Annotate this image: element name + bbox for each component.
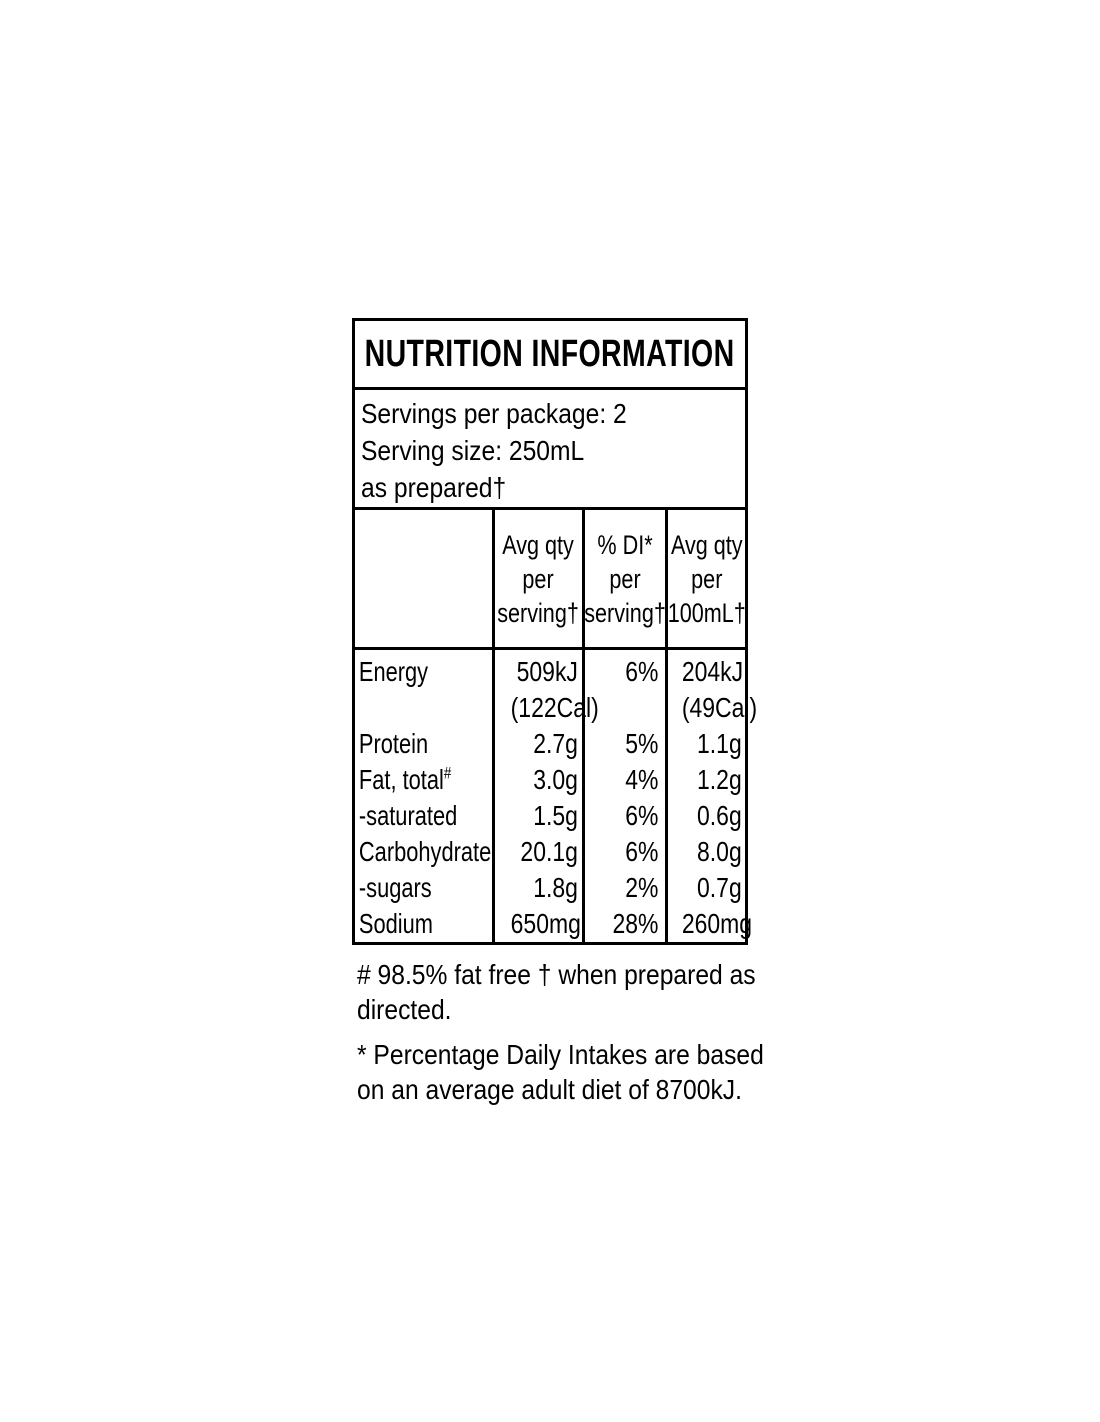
protein-per-100ml: 1.1g [697, 728, 742, 759]
header-line: serving† [497, 597, 580, 628]
daily-intake-footnote: * Percentage Daily Intakes are based on an average adult diet of 8700kJ. [357, 1039, 764, 1105]
nutrient-label-sugars: -sugars [358, 872, 432, 903]
header-avg-qty-per-100ml-cell [665, 510, 745, 647]
sodium-di: 28% [612, 908, 659, 939]
energy-di: 6% [625, 656, 659, 687]
nutrient-label-spacer [355, 690, 462, 726]
carbohydrate-per-serving: 20.1g [520, 836, 578, 867]
energy-per-100ml: 204kJ [681, 656, 744, 687]
fat-free-footnote: # 98.5% fat free † when prepared as directed. [357, 959, 756, 1025]
footnotes [357, 957, 827, 1117]
saturated-per-serving: 1.5g [533, 800, 578, 831]
header-blank-cell [355, 510, 492, 647]
header-line: serving† [584, 597, 666, 628]
header-line: Avg qty [670, 529, 743, 560]
protein-per-serving: 2.7g [533, 728, 578, 759]
nutrient-table-body [355, 650, 758, 942]
saturated-per-100ml: 0.6g [697, 800, 742, 831]
panel-title: NUTRITION INFORMATION [365, 332, 735, 375]
header-line: % DI* [597, 529, 653, 560]
sodium-per-100ml: 260mg [681, 908, 753, 939]
header-line: Avg qty [502, 529, 575, 560]
table-header-row [355, 510, 745, 650]
header-avg-qty-per-serving-text [498, 528, 580, 630]
sugars-per-100ml: 0.7g [697, 872, 742, 903]
per-serving-value-column [492, 650, 599, 942]
header-avg-qty-per-100ml-text [667, 528, 745, 630]
header-avg-qty-per-serving-cell [492, 510, 582, 647]
nutrition-panel [352, 318, 758, 945]
header-line: per [522, 563, 555, 594]
fat-total-text: Fat, total [358, 764, 444, 795]
servings-per-package-line: Servings per package: 2 [361, 398, 627, 429]
nutrient-label-protein: Protein [358, 728, 429, 759]
nutrient-label-column [355, 650, 492, 942]
di-spacer [599, 690, 665, 726]
fat-total-per-serving: 3.0g [533, 764, 578, 795]
sugars-di: 2% [625, 872, 659, 903]
serving-info [355, 390, 745, 510]
header-line: per [690, 563, 723, 594]
header-percent-di-cell [582, 510, 665, 647]
header-line: 100mL† [667, 597, 746, 628]
fat-total-footnote-marker: # [443, 763, 452, 783]
nutrient-label-energy: Energy [358, 656, 429, 687]
header-line: per [609, 563, 641, 594]
nutrient-label-saturated: -saturated [358, 800, 458, 831]
energy-per-100ml-cal: (49Cal) [681, 692, 758, 723]
nutrient-label-fat-total [355, 762, 462, 798]
sugars-per-serving: 1.8g [533, 872, 578, 903]
protein-di: 5% [625, 728, 659, 759]
energy-per-serving-cal: (122Cal) [510, 692, 599, 723]
nutrient-label-sodium: Sodium [358, 908, 433, 939]
serving-size-line: Serving size: 250mL [361, 435, 585, 466]
fat-total-di: 4% [625, 764, 659, 795]
prepared-note-line: as prepared† [361, 472, 507, 503]
carbohydrate-di: 6% [625, 836, 659, 867]
sodium-per-serving: 650mg [510, 908, 581, 939]
fat-total-per-100ml: 1.2g [697, 764, 742, 795]
carbohydrate-per-100ml: 8.0g [697, 836, 742, 867]
nutrient-label-carbohydrate: Carbohydrate [358, 836, 492, 867]
panel-title-box [355, 321, 745, 390]
per-100ml-value-column [665, 650, 758, 942]
header-percent-di-text [584, 528, 666, 630]
energy-per-serving: 509kJ [516, 656, 578, 687]
saturated-di: 6% [625, 800, 659, 831]
